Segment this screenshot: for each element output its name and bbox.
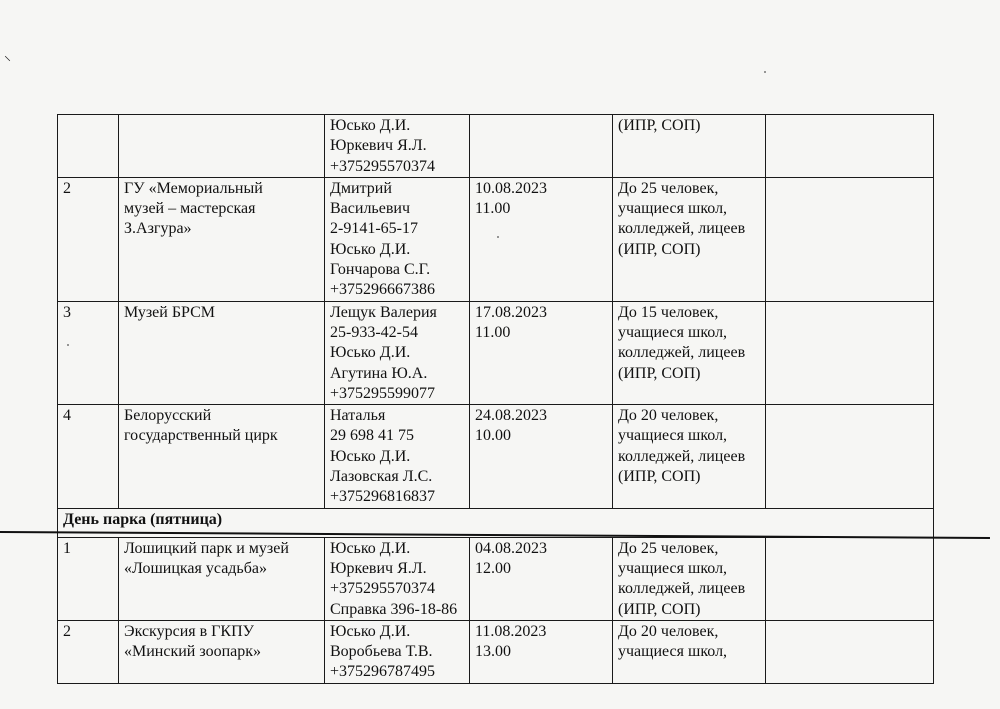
date-time-cell <box>470 115 613 178</box>
contact-line: Справка 396-18-86 <box>330 600 458 618</box>
contact-line: Дмитрий <box>330 179 392 197</box>
participants-line: учащиеся школ, <box>618 559 728 577</box>
date-time-line: 11.00 <box>475 200 511 218</box>
event-name-line: Лошицкий парк и музей <box>124 539 289 557</box>
contact-cell <box>325 537 470 620</box>
date-time-cell <box>470 620 613 683</box>
notes-cell <box>766 405 934 508</box>
row-number-cell: 2 <box>58 620 119 683</box>
participants-line: До 20 человек, <box>618 407 719 425</box>
section-title: День парка (пятница) <box>58 508 934 537</box>
table-row <box>58 620 934 683</box>
contact-cell <box>325 115 470 178</box>
date-time-line: 04.08.2023 <box>475 539 547 557</box>
contact-line: Юркевич Я.Л. <box>330 559 427 577</box>
contact-cell <box>325 301 470 404</box>
contact-line: Лещук Валерия <box>330 303 437 321</box>
table-row <box>58 301 934 404</box>
contact-line: Наталья <box>330 407 386 425</box>
contact-line: Гончарова С.Г. <box>330 261 431 279</box>
event-name-line: ГУ «Мемориальный <box>124 179 263 197</box>
event-name-line: государственный цирк <box>124 427 278 445</box>
event-name-cell <box>119 405 325 508</box>
row-number-cell: 4 <box>58 405 119 508</box>
event-name-cell <box>119 115 325 178</box>
contact-line: Юсько Д.И. <box>330 117 411 134</box>
participants-line: учащиеся школ, <box>618 323 728 341</box>
notes-cell <box>766 537 934 620</box>
date-time-cell <box>470 537 613 620</box>
notes-cell <box>766 301 934 404</box>
participants-line: (ИПР, СОП) <box>618 240 701 258</box>
date-time-line: 11.00 <box>475 323 511 341</box>
notes-cell <box>766 177 934 301</box>
contact-line: Лазовская Л.С. <box>330 468 433 486</box>
contact-cell <box>325 620 470 683</box>
participants-line: До 15 человек, <box>618 303 719 321</box>
contact-line: +375296667386 <box>330 281 436 299</box>
date-time-line: 17.08.2023 <box>475 303 547 321</box>
contact-line: +375296787495 <box>330 663 436 681</box>
date-time-line: 12.00 <box>475 559 511 577</box>
contact-line: Юсько Д.И. <box>330 447 411 465</box>
date-time-cell <box>470 177 613 301</box>
notes-cell <box>766 115 934 178</box>
contact-line: Юсько Д.И. <box>330 622 411 640</box>
participants-line: колледжей, лицеев <box>618 220 746 238</box>
contact-line: 25-933-42-54 <box>330 323 418 341</box>
date-time-line: 10.08.2023 <box>475 179 547 197</box>
event-name-line: Музей БРСМ <box>124 303 215 321</box>
table-row <box>58 115 934 178</box>
participants-line: колледжей, лицеев <box>618 344 746 362</box>
row-number-cell: 3 <box>58 301 119 404</box>
contact-line: +375295570374 <box>330 580 436 598</box>
contact-line: Воробьева Т.В. <box>330 643 433 661</box>
event-name-cell <box>119 301 325 404</box>
contact-line: Юсько Д.И. <box>330 240 411 258</box>
table-row <box>58 405 934 508</box>
participants-cell <box>613 620 766 683</box>
participants-line: (ИПР, СОП) <box>618 364 701 382</box>
participants-cell <box>613 301 766 404</box>
date-time-cell <box>470 405 613 508</box>
margin-mark: ⸜ <box>4 49 11 64</box>
date-time-cell <box>470 301 613 404</box>
scan-speck <box>764 71 766 73</box>
contact-line: +375295599077 <box>330 384 436 402</box>
event-name-cell <box>119 177 325 301</box>
participants-line: учащиеся школ, <box>618 643 728 661</box>
event-name-line: Белорусский <box>124 407 212 425</box>
participants-line: учащиеся школ, <box>618 200 728 218</box>
contact-line: Юсько Д.И. <box>330 539 411 557</box>
participants-line: колледжей, лицеев <box>618 447 746 465</box>
event-name-cell <box>119 537 325 620</box>
contact-line: 29 698 41 75 <box>330 427 414 445</box>
date-time-line: 10.00 <box>475 427 511 445</box>
participants-cell <box>613 115 766 178</box>
date-time-line: 24.08.2023 <box>475 407 547 425</box>
participants-line: колледжей, лицеев <box>618 580 746 598</box>
participants-line: (ИПР, СОП) <box>618 117 701 134</box>
event-name-line: З.Азгура» <box>124 220 192 238</box>
participants-cell <box>613 537 766 620</box>
participants-cell <box>613 405 766 508</box>
row-number-cell <box>58 115 119 178</box>
events-table-body <box>58 115 934 509</box>
contact-line: Юркевич Я.Л. <box>330 137 427 155</box>
contact-cell <box>325 405 470 508</box>
date-time-line: 11.08.2023 <box>475 622 547 640</box>
event-name-line: музей – мастерская <box>124 200 256 218</box>
participants-line: (ИПР, СОП) <box>618 600 701 618</box>
event-name-line: «Лошицкая усадьба» <box>124 559 267 577</box>
event-name-line: Экскурсия в ГКПУ <box>124 622 254 640</box>
participants-cell <box>613 177 766 301</box>
park-table-body <box>58 537 934 683</box>
participants-line: До 25 человек, <box>618 179 719 197</box>
event-name-cell <box>119 620 325 683</box>
row-number-cell: 1 <box>58 537 119 620</box>
contact-line: +375296816837 <box>330 488 436 506</box>
participants-line: учащиеся школ, <box>618 427 728 445</box>
participants-line: (ИПР, СОП) <box>618 468 701 486</box>
notes-cell <box>766 620 934 683</box>
contact-cell <box>325 177 470 301</box>
event-name-line: «Минский зоопарк» <box>124 643 262 661</box>
contact-line: 2-9141-65-17 <box>330 220 418 238</box>
participants-line: До 20 человек, <box>618 622 719 640</box>
table-row <box>58 537 934 620</box>
contact-line: Васильевич <box>330 200 410 218</box>
row-number-cell: 2 <box>58 177 119 301</box>
events-table <box>57 114 934 684</box>
date-time-line: 13.00 <box>475 643 511 661</box>
table-row <box>58 177 934 301</box>
contact-line: +375295570374 <box>330 157 436 175</box>
contact-line: Юсько Д.И. <box>330 344 411 362</box>
contact-line: Агутина Ю.А. <box>330 364 428 382</box>
participants-line: До 25 человек, <box>618 539 719 557</box>
